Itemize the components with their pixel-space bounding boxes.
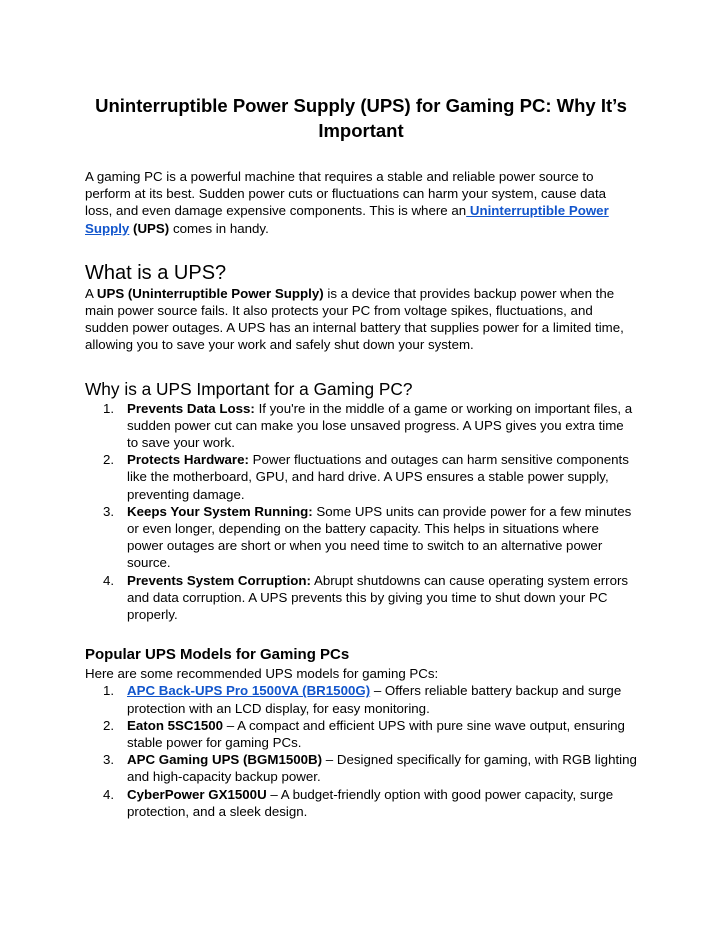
list-item-bold: Prevents System Corruption: bbox=[127, 572, 311, 588]
page-title: Uninterruptible Power Supply (UPS) for Gaming PC: Why It’s Important bbox=[95, 95, 627, 141]
list-number: 3. bbox=[103, 503, 115, 519]
list-number: 4. bbox=[103, 786, 115, 802]
models-intro: Here are some recommended UPS models for gaming PCs: bbox=[85, 666, 439, 682]
what-bold-term: UPS (Uninterruptible Power Supply) bbox=[96, 285, 324, 301]
list-item-text: If you're in the middle of a game or working on important files, a sudden power cut can make you lose unsaved progress. A UPS gives you extra time to save your work. bbox=[127, 400, 633, 451]
list-item-text: Some UPS units can provide power for a few minutes or even longer, depending on the battery capacity. This helps in situations where power outages are short or when you need time to switch to an alternative power source. bbox=[127, 503, 632, 571]
list-item bbox=[85, 786, 637, 820]
what-prefix: A bbox=[85, 285, 94, 301]
list-item-bold: CyberPower GX1500U bbox=[127, 786, 267, 802]
list-item bbox=[85, 400, 637, 452]
list-item-text: Abrupt shutdowns can cause operating system errors and data corruption. A UPS prevents this by giving you time to shut down your PC properly. bbox=[127, 572, 629, 623]
list-item-text: – A budget-friendly option with good power capacity, surge protection, and a sleek design. bbox=[127, 786, 614, 819]
list-item-bold: Prevents Data Loss: bbox=[127, 400, 255, 416]
list-item-text: – Designed specifically for gaming, with RGB lighting and high-capacity backup power. bbox=[127, 752, 637, 785]
list-item-text: Power fluctuations and outages can harm sensitive components like the motherboard, GPU, and hard drive. A UPS ensures a stable power supply, preventing damage. bbox=[127, 452, 629, 502]
list-number: 3. bbox=[103, 752, 115, 768]
list-item-text: – Offers reliable battery backup and surge protection with an LCD display, for easy monitoring. bbox=[127, 683, 622, 716]
section-what-heading: What is a UPS? bbox=[85, 261, 227, 284]
list-item bbox=[85, 751, 637, 785]
list-item-bold: Eaton 5SC1500 bbox=[127, 717, 224, 733]
list-item bbox=[85, 682, 637, 716]
models-list bbox=[85, 682, 637, 820]
list-number: 1. bbox=[103, 683, 115, 699]
list-item-bold: Protects Hardware: bbox=[127, 452, 249, 468]
intro-text: A gaming PC is a powerful machine that requires a stable and reliable power source to perform at its best. Sudden power cuts or fluctuations can harm your system, cause data loss, and even damage expensive components. This is where an bbox=[85, 169, 607, 219]
list-number: 1. bbox=[103, 400, 115, 416]
list-item bbox=[85, 717, 637, 751]
list-item-text: – A compact and efficient UPS with pure sine wave output, ensuring stable power for gaming PCs. bbox=[127, 717, 625, 751]
list-number: 2. bbox=[103, 452, 115, 468]
list-item bbox=[85, 503, 637, 572]
section-why-heading: Why is a UPS Important for a Gaming PC? bbox=[85, 378, 413, 399]
list-item bbox=[85, 451, 637, 503]
list-number: 2. bbox=[103, 717, 115, 733]
what-text: is a device that provides backup power when the main power source fails. It also protects your PC from voltage spikes, fluctuations, and sudden power outages. A UPS has an internal battery that supplies power for a limited time, allowing you to save your work and safely shut down your system. bbox=[85, 285, 624, 353]
intro-paragraph bbox=[85, 168, 637, 237]
section-models-heading: Popular UPS Models for Gaming PCs bbox=[85, 646, 350, 664]
why-list bbox=[85, 400, 637, 624]
ups-link[interactable]: Uninterruptible Power Supply bbox=[85, 203, 609, 236]
section-what-paragraph bbox=[85, 285, 637, 354]
list-item bbox=[85, 572, 637, 624]
list-number: 4. bbox=[103, 572, 115, 588]
apc-backups-link[interactable]: APC Back-UPS Pro 1500VA (BR1500G) bbox=[127, 683, 371, 699]
intro-text-end: comes in handy. bbox=[172, 220, 269, 236]
intro-bold-ups: (UPS) bbox=[133, 220, 170, 236]
list-item-bold: Keeps Your System Running: bbox=[127, 503, 313, 519]
list-item-bold: APC Gaming UPS (BGM1500B) bbox=[127, 752, 323, 768]
